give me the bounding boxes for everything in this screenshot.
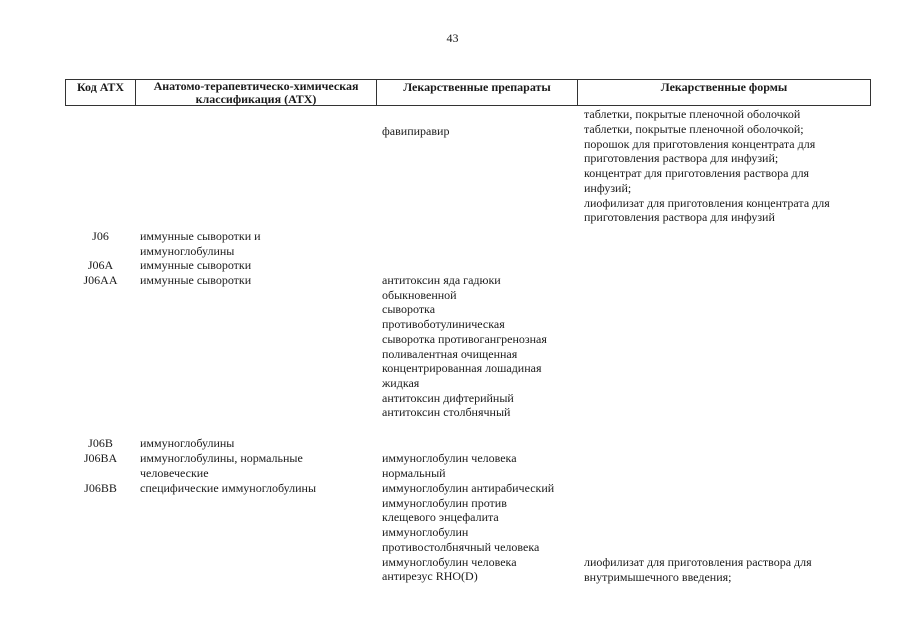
drug-cell-r4: антитоксин яда гадюки обыкновенной сыворотка противоботулиническая сыворотка противогангренозная поливалентная очищенная концентрированная лошадиная жидкая антитоксин дифтерийный антитоксин столбнячный [382,273,547,420]
class-cell-r2: иммунные сыворотки и иммуноглобулины [140,229,261,258]
drug-cell-r6: иммуноглобулин человека нормальный [382,451,517,480]
page-number: 43 [446,31,459,45]
code-cell-r4: J06AA [83,273,118,287]
class-cell-r6: иммуноглобулины, нормальные человеческие [140,451,303,480]
forms-cell-r0: таблетки, покрытые пленочной оболочкой [584,107,801,121]
code-cell-r2: J06 [92,229,109,243]
header-drugs: Лекарственные препараты [376,79,578,106]
drug-cell-r1: фавипиравир [382,124,450,138]
header-classification: Анатомо-терапевтическо-химическая классификация (АТХ) [135,79,377,106]
code-cell-r3: J06A [87,258,114,272]
header-forms: Лекарственные формы [577,79,871,106]
code-cell-r7: J06BB [84,481,117,495]
code-cell-r5: J06B [88,436,113,450]
header-code: Код АТХ [65,79,136,106]
drug-cell-r7: иммуноглобулин антирабический иммуноглобулин против клещевого энцефалита иммуноглобулин противостолбнячный человека иммуноглобулин человека антирезус RHO(D) [382,481,555,584]
class-cell-r7: специфические иммуноглобулины [140,481,317,495]
class-cell-r4: иммунные сыворотки [140,273,252,287]
code-cell-r6: J06BA [83,451,118,465]
class-cell-r3: иммунные сыворотки [140,258,252,272]
forms-cell-r7: лиофилизат для приготовления раствора для внутримышечного введения; [584,555,812,584]
class-cell-r5: иммуноглобулины [140,436,235,450]
forms-cell-r1: таблетки, покрытые пленочной оболочкой; порошок для приготовления концентрата для приготовления раствора для инфузий; концентрат для приготовления раствора для инфузий; лиофилизат для приготовления концентрата для приготовления раствора для инфузий [584,122,830,225]
